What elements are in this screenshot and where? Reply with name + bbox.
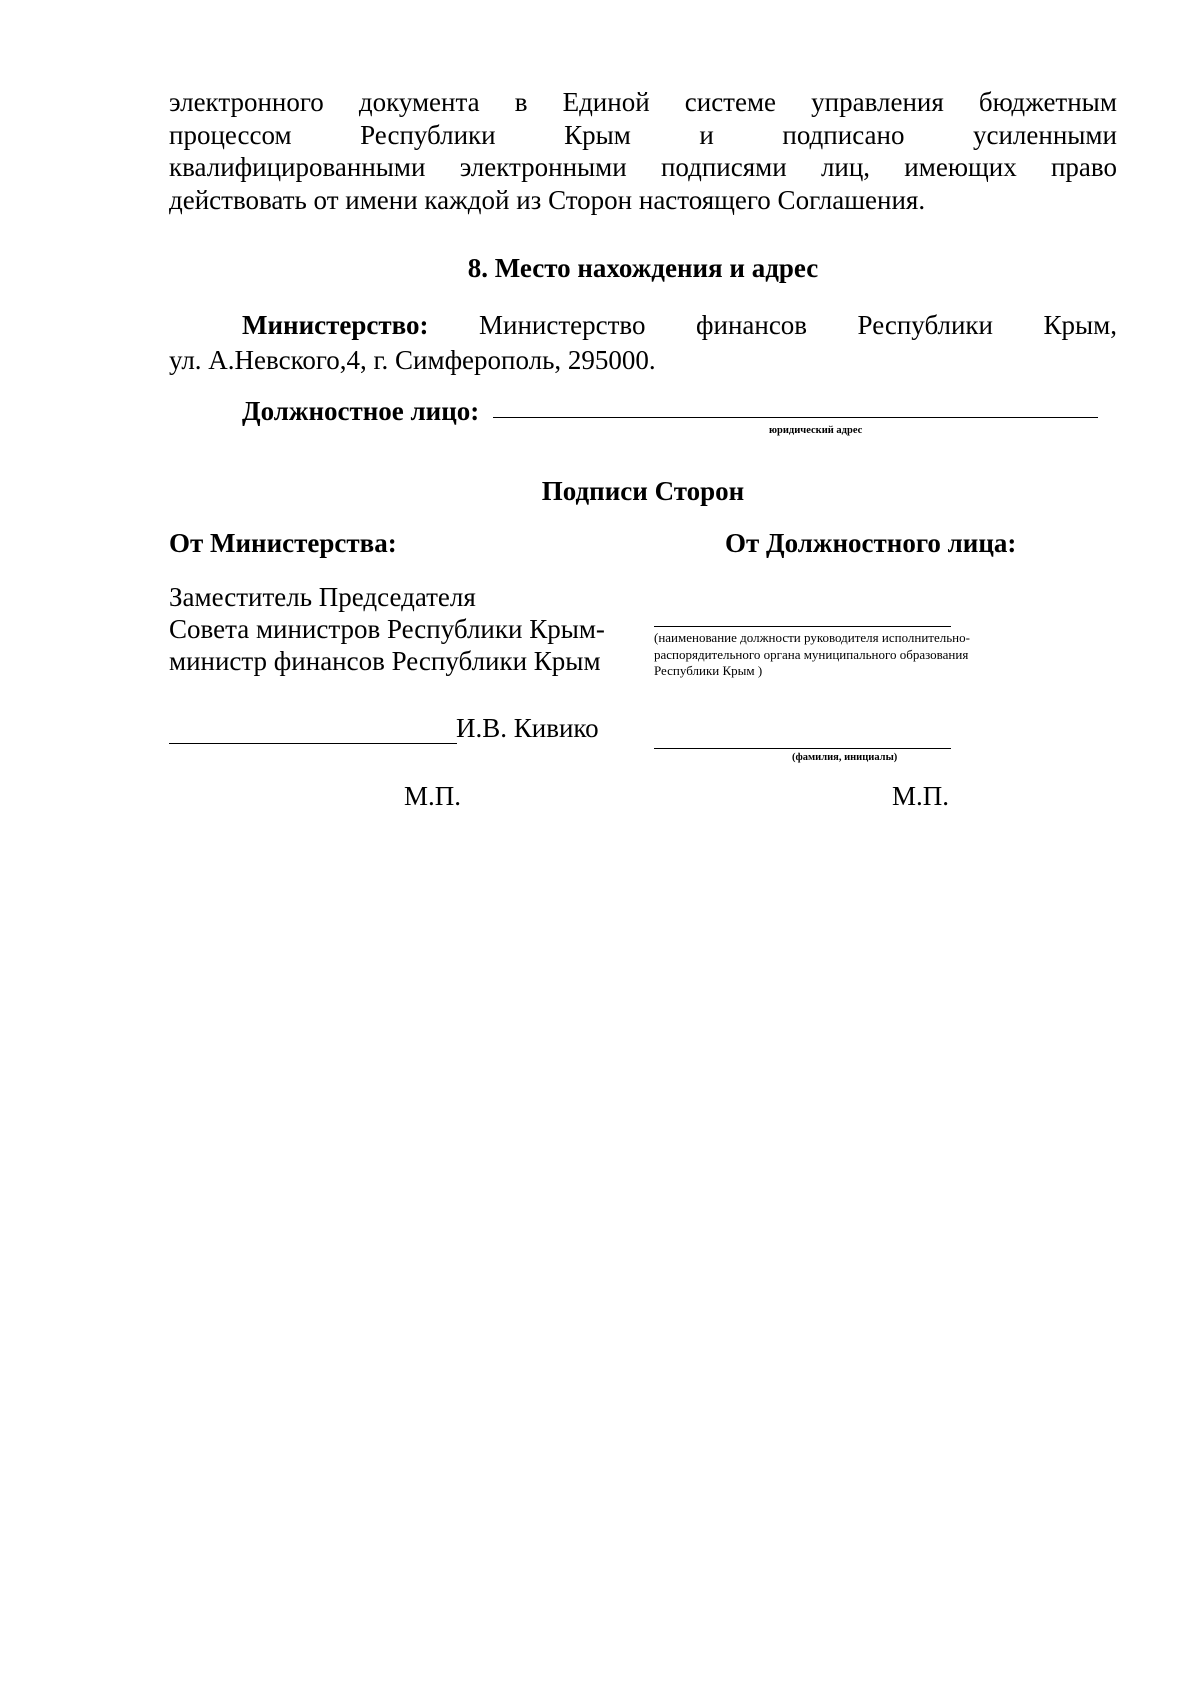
word: Крым, xyxy=(1043,310,1117,340)
word: подписано xyxy=(782,119,905,150)
word: документа xyxy=(358,87,480,117)
official-signature-line xyxy=(654,748,951,749)
word: Единой xyxy=(562,87,650,117)
official-position-caption xyxy=(654,630,1054,680)
word: управления xyxy=(811,87,944,117)
ministry-signature-line xyxy=(169,743,457,744)
seal-left: М.П. xyxy=(404,781,462,811)
word: имеющих xyxy=(904,152,1017,182)
word: в xyxy=(514,87,528,117)
position-line: министр финансов Республики Крым xyxy=(169,646,601,676)
caption-line: распорядительного органа муниципального образования xyxy=(654,646,969,662)
intro-line-3 xyxy=(169,151,1117,184)
from-official-heading: От Должностного лица: xyxy=(725,528,1017,558)
official-label: Должностное лицо: xyxy=(242,396,480,426)
word: право xyxy=(1050,152,1117,182)
section-title: 8. Место нахождения и адрес xyxy=(467,253,819,283)
intro-line-4: действовать от имени каждой из Сторон настоящего Соглашения. xyxy=(169,184,926,215)
position-line: Совета министров Республики Крым- xyxy=(169,614,605,644)
word: Крым xyxy=(564,119,631,150)
word: электронными xyxy=(459,152,627,182)
word: квалифицированными xyxy=(169,152,426,182)
caption-line: (наименование должности руководителя исполнительно- xyxy=(654,630,970,645)
word: Министерство xyxy=(479,310,646,340)
word: процессом xyxy=(169,119,292,150)
ministry-label: Министерство: xyxy=(242,310,429,340)
ministry-address-block xyxy=(169,308,1117,378)
word: Республики xyxy=(360,119,496,150)
official-name-caption: (фамилия, инициалы) xyxy=(792,752,898,763)
intro-paragraph xyxy=(169,86,1117,216)
signatures-title: Подписи Сторон xyxy=(541,476,745,506)
ministry-signer-name: И.В. Кивико xyxy=(456,713,599,743)
word: лиц, xyxy=(820,152,871,182)
ministry-name-row xyxy=(169,308,1117,343)
word: финансов xyxy=(696,310,808,340)
ministry-address: ул. А.Невского,4, г. Симферополь, 295000. xyxy=(169,345,656,375)
word: системе xyxy=(684,87,777,117)
intro-line-1 xyxy=(169,86,1117,119)
word: бюджетным xyxy=(978,87,1117,117)
intro-line-2 xyxy=(169,119,1117,152)
official-address-line xyxy=(493,417,1098,418)
caption-line: Республики Крым ) xyxy=(654,663,763,678)
official-position-line xyxy=(654,626,951,627)
position-line: Заместитель Председателя xyxy=(169,582,476,612)
address-caption: юридический адрес xyxy=(769,425,863,436)
word: и xyxy=(699,119,714,150)
ministry-position xyxy=(169,581,605,677)
from-ministry-heading: От Министерства: xyxy=(169,528,397,558)
word: подписями xyxy=(660,152,787,182)
word: электронного xyxy=(169,87,324,117)
seal-right: М.П. xyxy=(892,781,950,811)
word: усиленными xyxy=(972,119,1117,150)
word: Республики xyxy=(857,310,993,340)
